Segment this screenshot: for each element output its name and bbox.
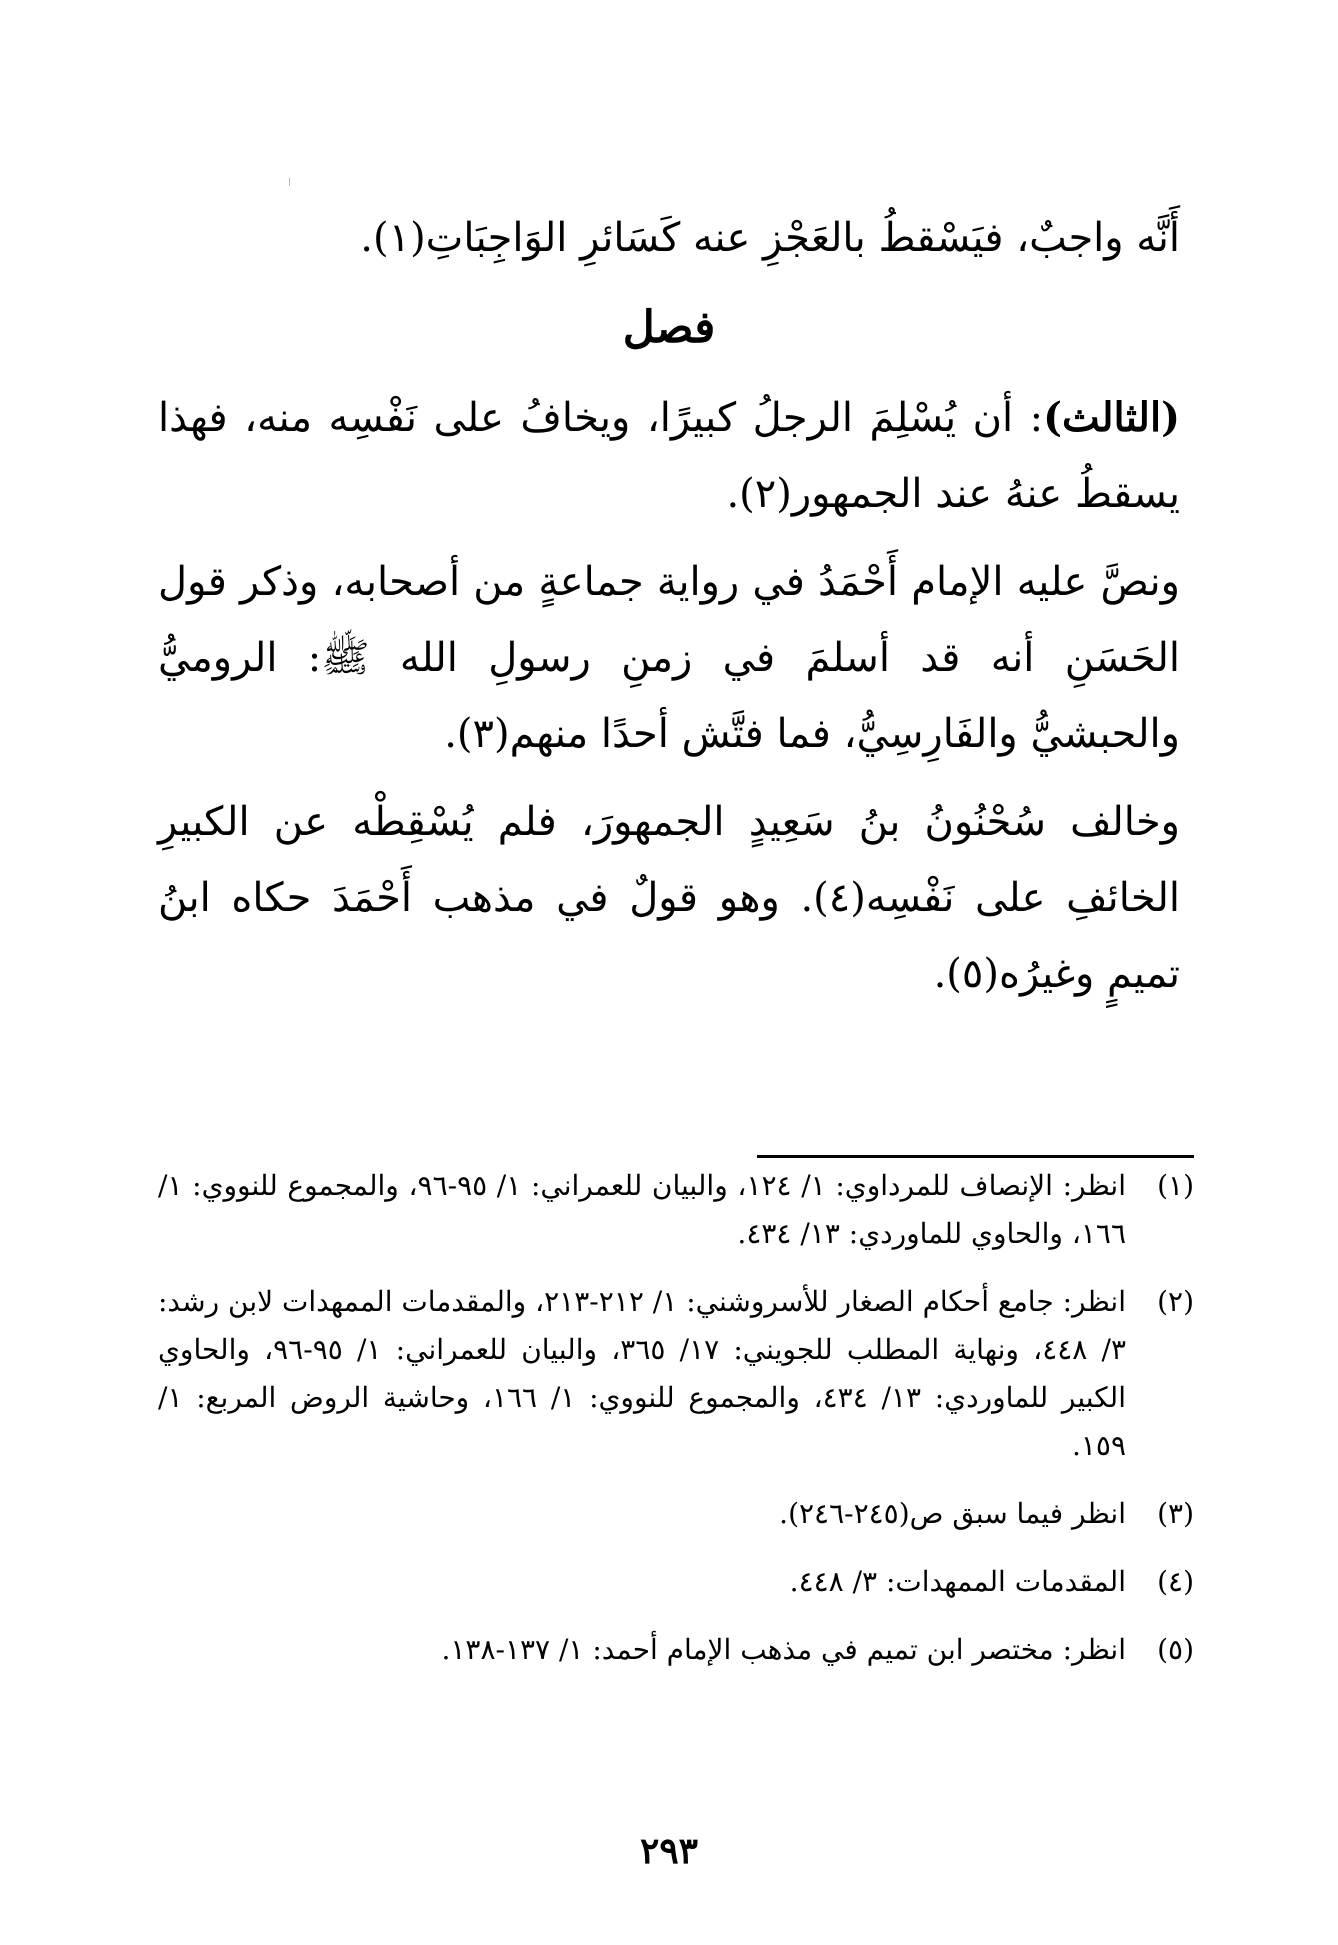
footnote-text: انظر فيما سبق ص(٢٤٥-٢٤٦). bbox=[779, 1497, 1126, 1530]
footnote-number: (٢) bbox=[1157, 1285, 1194, 1318]
footnote-text: المقدمات الممهدات: ٣/ ٤٤٨. bbox=[789, 1565, 1126, 1598]
page-number: ٢٩٣ bbox=[639, 1830, 698, 1872]
footnote bbox=[158, 1490, 1194, 1538]
paragraph-sahnun: وخالف سُحْنُونُ بنُ سَعِيدٍ الجمهورَ، فلم يُسْقِطْه عن الكبيرِ الخائفِ على نَفْسِه(٤). وهو قولٌ في مذهب أَحْمَدَ حكاه ابنُ تميمٍ وغيرُه(٥). bbox=[158, 799, 1180, 997]
footnotes bbox=[158, 1162, 1194, 1694]
paragraph-term: (الثالث) bbox=[1043, 394, 1180, 441]
paragraph-third-text: : أن يُسْلِمَ الرجلُ كبيرًا، ويخافُ على نَفْسِه منه، فهذا يسقطُ عنهُ عند الجمهور(٢). bbox=[158, 395, 1180, 517]
section-heading: فصل bbox=[622, 302, 716, 353]
main-text bbox=[158, 200, 1180, 1024]
paragraph-third bbox=[158, 380, 1180, 532]
footnote-text: انظر: الإنصاف للمرداوي: ١/ ١٢٤، والبيان للعمراني: ١/ ٩٥-٩٦، والمجموع للنووي: ١/ ١٦٦، والحاوي للماوردي: ١٣/ ٤٣٤. bbox=[158, 1169, 1127, 1250]
footnote bbox=[158, 1558, 1194, 1606]
footnote-number: (٤) bbox=[1157, 1565, 1194, 1598]
scan-mark bbox=[289, 178, 290, 186]
footnote-text: انظر: جامع أحكام الصغار للأسروشني: ١/ ٢١٢-٢١٣، والمقدمات الممهدات لابن رشد: ٣/ ٤٤٨، ونهاية المطلب للجويني: ١٧/ ٣٦٥، والبيان للعمراني: ١/ ٩٥-٩٦، والحاوي الكبير للماوردي: ١٣/ ٤٣٤، والمجموع للنووي: ١/ ١٦٦، وحاشية الروض المربع: ١/ ١٥٩. bbox=[158, 1285, 1127, 1462]
paragraph-ahmad: ونصَّ عليه الإمام أَحْمَدُ في رواية جماعةٍ من أصحابه، وذكر قول الحَسَنِ أنه قد أسلمَ في زمنِ رسولِ الله ﷺ: الروميُّ والحبشيُّ والفَارِسِيُّ، فما فتَّش أحدًا منهم(٣). bbox=[158, 559, 1180, 757]
footnote bbox=[158, 1278, 1194, 1470]
footnote bbox=[158, 1162, 1194, 1258]
footnote-number: (١) bbox=[1157, 1169, 1194, 1202]
footnote-divider bbox=[757, 1155, 1194, 1158]
footnote bbox=[158, 1626, 1194, 1674]
footnote-number: (٥) bbox=[1157, 1633, 1194, 1666]
paragraph-continuation: أَنَّه واجبٌ، فيَسْقطُ بالعَجْزِ عنه كَسَائرِ الوَاجِبَاتِ(١). bbox=[360, 215, 1180, 261]
footnote-number: (٣) bbox=[1157, 1497, 1194, 1530]
footnote-text: انظر: مختصر ابن تميم في مذهب الإمام أحمد: ١/ ١٣٧-١٣٨. bbox=[441, 1633, 1126, 1666]
